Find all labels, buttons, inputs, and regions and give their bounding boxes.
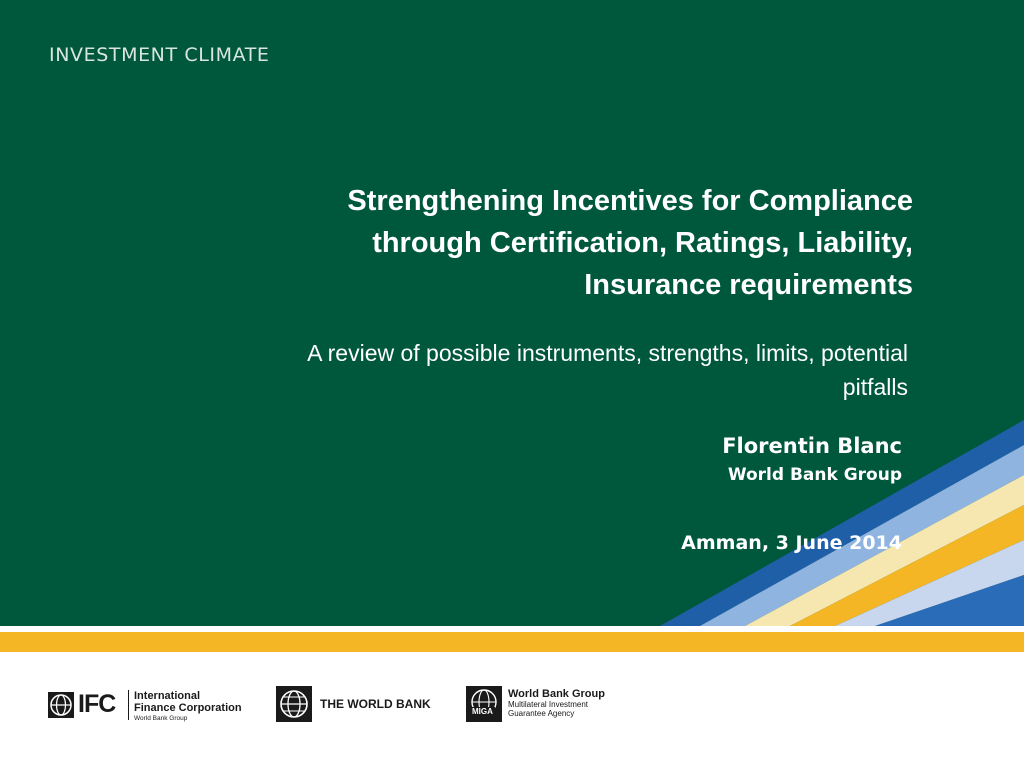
subtitle-line-2: pitfalls [842, 374, 908, 400]
presenter-organization: World Bank Group [727, 465, 902, 485]
partner-logos [0, 680, 1024, 740]
miga-mark: MIGA [472, 707, 493, 716]
world-bank-globe-icon [276, 686, 312, 722]
miga-line-2: Multilateral Investment [508, 700, 589, 709]
title-line-1: Strengthening Incentives for Compliance [347, 185, 913, 217]
miga-line-3: Guarantee Agency [508, 709, 575, 718]
slide-subtitle [128, 336, 908, 404]
section-label: INVESTMENT CLIMATE [49, 44, 270, 66]
ifc-mark: IFC [78, 690, 116, 718]
miga-text [508, 688, 628, 718]
miga-globe-icon [466, 686, 502, 722]
title-line-3: Insurance requirements [584, 269, 913, 301]
ifc-line-2: Finance Corporation [134, 702, 242, 714]
ifc-line-1: International [134, 690, 201, 702]
ifc-line-3: World Bank Group [134, 715, 188, 722]
event-place-date: Amman, 3 June 2014 [681, 532, 902, 554]
presenter-name: Florentin Blanc [722, 434, 902, 458]
slide-title [153, 180, 913, 306]
ifc-divider [128, 690, 129, 720]
ifc-globe-icon [48, 692, 74, 718]
presenter-block [502, 430, 902, 488]
ifc-text [134, 690, 254, 723]
world-bank-text: THE WORLD BANK [320, 697, 431, 711]
subtitle-line-1: A review of possible instruments, strengths, limits, potential [307, 340, 908, 366]
gold-divider-bar [0, 632, 1024, 652]
title-line-2: through Certification, Ratings, Liability, [372, 227, 913, 259]
miga-line-1: World Bank Group [508, 688, 605, 700]
